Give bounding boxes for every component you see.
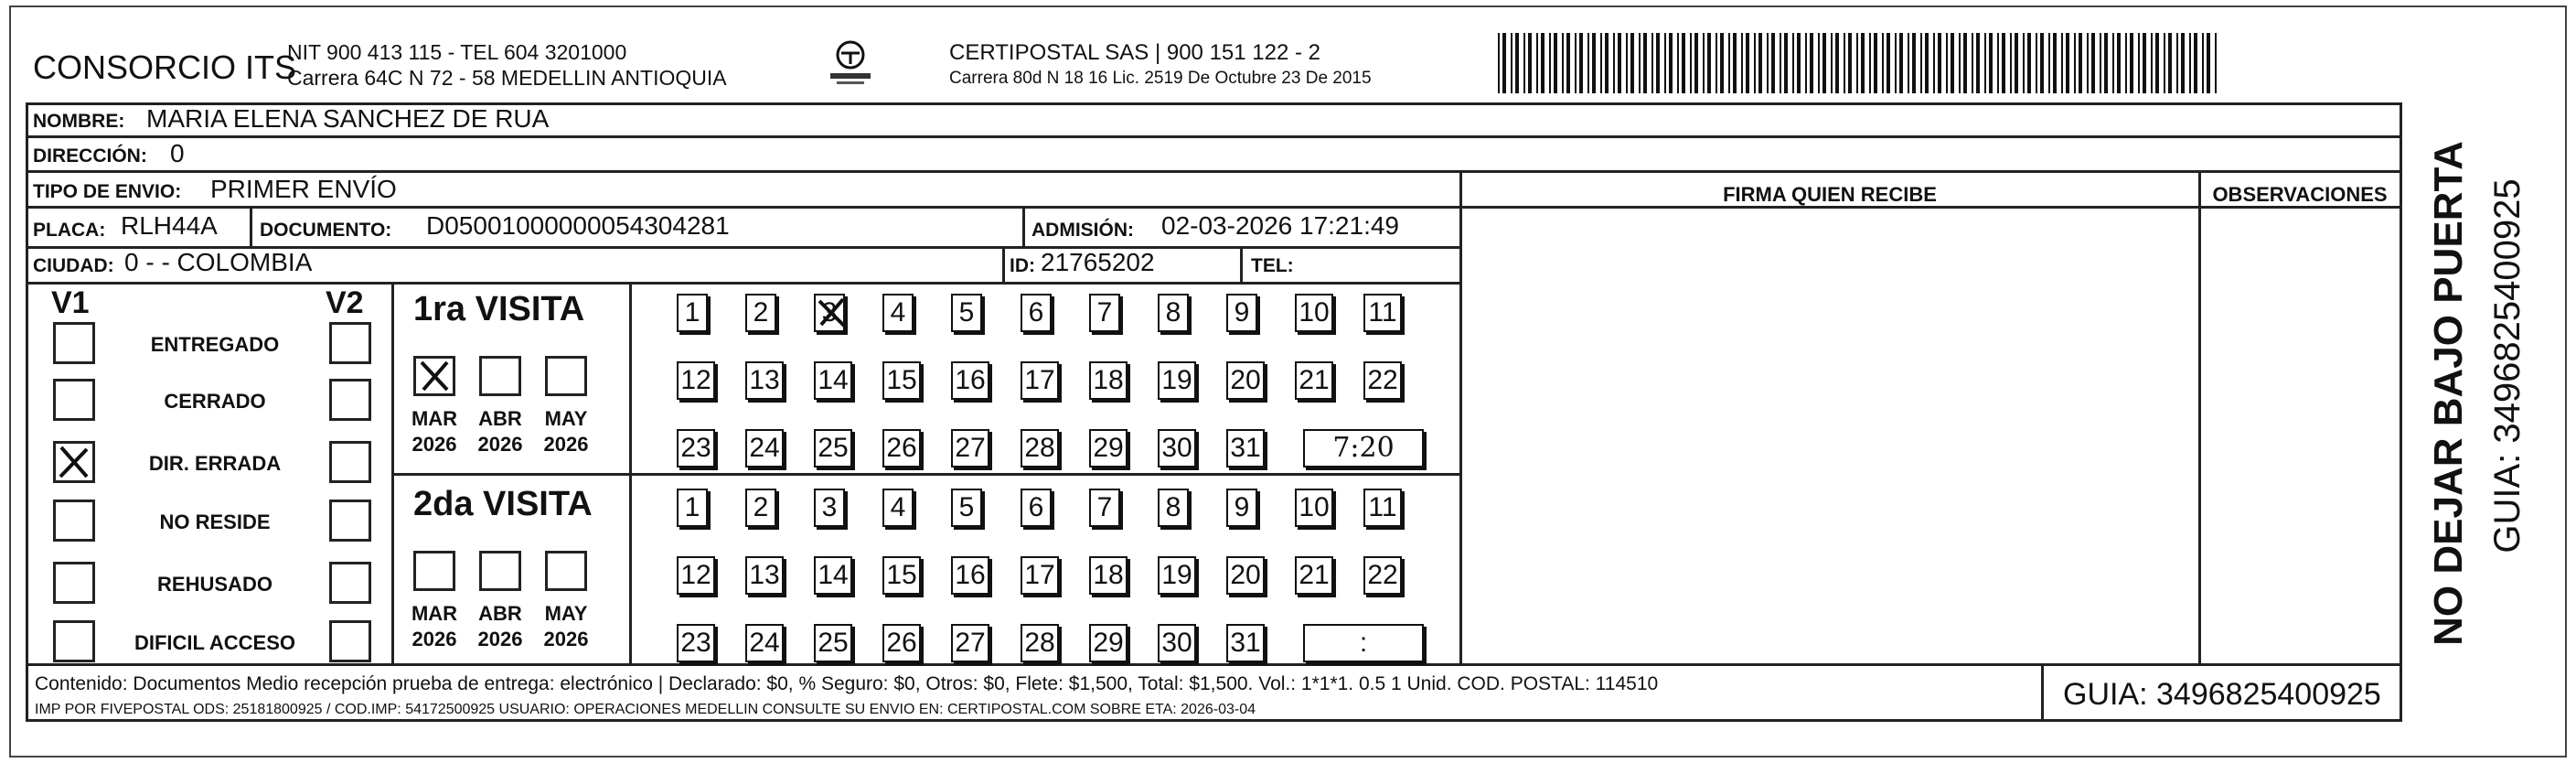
visit-split-line bbox=[391, 473, 1459, 476]
row-line-2 bbox=[26, 170, 2400, 173]
day-box[interactable] bbox=[745, 556, 784, 595]
day-box[interactable] bbox=[1021, 489, 1052, 527]
company-address: Carrera 64C N 72 - 58 MEDELLIN ANTIOQUIA bbox=[287, 66, 727, 90]
day-number: 2 bbox=[753, 297, 769, 328]
day-box[interactable] bbox=[951, 624, 989, 662]
day-box[interactable] bbox=[1363, 556, 1402, 595]
day-box[interactable] bbox=[882, 556, 921, 595]
v1-checkbox[interactable] bbox=[53, 379, 95, 421]
day-box[interactable] bbox=[1158, 556, 1196, 595]
year-label: 2026 bbox=[477, 628, 523, 650]
documento-value: D05001000000054304281 bbox=[426, 211, 730, 240]
day-number: 31 bbox=[1230, 433, 1261, 463]
status-label: DIFICIL ACCESO bbox=[134, 631, 295, 654]
year-label: 2026 bbox=[412, 628, 457, 650]
month-checkbox[interactable] bbox=[545, 551, 587, 591]
day-box[interactable] bbox=[745, 429, 784, 467]
day-number: 1 bbox=[684, 492, 700, 522]
admision-label: ADMISIÓN: bbox=[1031, 220, 1134, 241]
day-box[interactable] bbox=[1089, 361, 1128, 400]
v2-label: V2 bbox=[326, 285, 364, 320]
nombre-value: MARIA ELENA SANCHEZ DE RUA bbox=[146, 104, 550, 133]
day-box[interactable] bbox=[1089, 556, 1128, 595]
day-box[interactable] bbox=[882, 294, 914, 332]
v2-checkbox[interactable] bbox=[329, 562, 371, 604]
day-number: 12 bbox=[680, 560, 711, 590]
day-number: 29 bbox=[1093, 433, 1124, 463]
day-number: 11 bbox=[1368, 492, 1397, 522]
day-box[interactable] bbox=[1226, 429, 1265, 467]
day-number: 21 bbox=[1299, 560, 1330, 590]
v1-checkbox[interactable] bbox=[53, 441, 95, 483]
day-box[interactable] bbox=[1295, 556, 1333, 595]
day-box[interactable] bbox=[1363, 361, 1402, 400]
day-box[interactable] bbox=[677, 624, 715, 662]
day-number: 10 bbox=[1299, 492, 1330, 522]
nit-line: NIT 900 413 115 - TEL 604 3201000 bbox=[287, 40, 627, 64]
contenido-line: Contenido: Documentos Medio recepción prueba de entrega: electrónico | Declarado: $0, % Seguro: $0, Otros: $0, Flete: $1,500, Total: $1,500. Vol.: 1*1*1. 0.5 1 Unid. COD. POSTAL: 114510 bbox=[35, 673, 1659, 694]
day-number: 22 bbox=[1367, 560, 1398, 590]
day-number: 7 bbox=[1096, 297, 1113, 328]
day-number: 17 bbox=[1024, 365, 1055, 395]
ciudad-value: 0 - - COLOMBIA bbox=[124, 248, 313, 276]
day-box[interactable] bbox=[1021, 556, 1059, 595]
day-box[interactable] bbox=[1226, 556, 1265, 595]
day-number: 6 bbox=[1028, 492, 1044, 522]
day-number: 21 bbox=[1299, 365, 1330, 395]
day-number: 5 bbox=[958, 297, 975, 328]
day-box[interactable] bbox=[1158, 361, 1196, 400]
placa-label: PLACA: bbox=[33, 220, 106, 241]
v1-checkbox[interactable] bbox=[53, 500, 95, 542]
month-checkbox[interactable] bbox=[413, 551, 455, 591]
ciudad-label: CIUDAD: bbox=[33, 255, 114, 276]
status-label: DIR. ERRADA bbox=[148, 452, 282, 475]
certipostal-address: Carrera 80d N 18 16 Lic. 2519 De Octubre 23 De 2015 bbox=[949, 69, 1372, 88]
v1-checkbox[interactable] bbox=[53, 322, 95, 364]
day-box[interactable] bbox=[745, 489, 776, 527]
day-number: 26 bbox=[886, 628, 917, 658]
day-number: 8 bbox=[1165, 297, 1181, 328]
day-box[interactable] bbox=[677, 361, 715, 400]
company-name: CONSORCIO ITS bbox=[33, 48, 297, 86]
v2-checkbox[interactable] bbox=[329, 500, 371, 542]
day-box[interactable] bbox=[882, 624, 921, 662]
firma-quien-recibe-label: FIRMA QUIEN RECIBE bbox=[1723, 183, 1937, 206]
day-number: 28 bbox=[1024, 628, 1055, 658]
month-checkbox[interactable] bbox=[413, 356, 455, 396]
year-label: 2026 bbox=[543, 433, 589, 456]
day-number: 17 bbox=[1024, 560, 1055, 590]
day-number: 13 bbox=[749, 365, 780, 395]
day-box[interactable] bbox=[814, 294, 845, 332]
day-box[interactable] bbox=[1363, 489, 1402, 527]
row-line-1 bbox=[26, 135, 2400, 138]
day-box[interactable] bbox=[1226, 294, 1257, 332]
day-number: 27 bbox=[955, 433, 986, 463]
day-box[interactable] bbox=[677, 556, 715, 595]
time-field[interactable] bbox=[1303, 429, 1424, 467]
day-box[interactable] bbox=[1158, 624, 1196, 662]
month-label: MAY bbox=[544, 602, 588, 625]
day-box[interactable] bbox=[1226, 361, 1265, 400]
admision-divider bbox=[1022, 206, 1025, 246]
day-box[interactable] bbox=[1089, 489, 1120, 527]
day-number: 16 bbox=[955, 560, 986, 590]
day-number: 20 bbox=[1230, 365, 1261, 395]
v1-checkbox[interactable] bbox=[53, 562, 95, 604]
day-number: 14 bbox=[818, 365, 849, 395]
day-number: 4 bbox=[890, 492, 906, 522]
month-label: MAR bbox=[411, 602, 458, 625]
time-value: : bbox=[1359, 628, 1368, 658]
day-box[interactable] bbox=[745, 361, 784, 400]
tipo-envio-label: TIPO DE ENVIO: bbox=[33, 181, 182, 202]
row-line-3 bbox=[26, 206, 2400, 209]
time-value: 7:20 bbox=[1332, 432, 1395, 464]
admision-value: 02-03-2026 17:21:49 bbox=[1161, 211, 1399, 240]
day-box[interactable] bbox=[1295, 489, 1333, 527]
day-number: 24 bbox=[749, 433, 780, 463]
day-box[interactable] bbox=[1089, 294, 1120, 332]
month-label: MAY bbox=[544, 407, 588, 430]
day-box[interactable] bbox=[814, 556, 852, 595]
v2-checkbox[interactable] bbox=[329, 322, 371, 364]
no-dejar-bajo-puerta: NO DEJAR BAJO PUERTA bbox=[2426, 141, 2471, 646]
observaciones-label: OBSERVACIONES bbox=[2212, 183, 2388, 206]
id-label: ID: bbox=[1010, 255, 1035, 276]
day-number: 8 bbox=[1165, 492, 1181, 522]
day-number: 5 bbox=[958, 492, 975, 522]
day-number: 19 bbox=[1161, 560, 1192, 590]
footer-guia-divider bbox=[2041, 663, 2044, 719]
day-number: 27 bbox=[955, 628, 986, 658]
placa-value: RLH44A bbox=[121, 211, 218, 240]
day-box[interactable] bbox=[677, 429, 715, 467]
day-mark-icon bbox=[816, 296, 852, 343]
day-box[interactable] bbox=[882, 429, 921, 467]
day-box[interactable] bbox=[814, 624, 852, 662]
day-box[interactable] bbox=[951, 294, 982, 332]
documento-label: DOCUMENTO: bbox=[260, 220, 392, 241]
time-field[interactable] bbox=[1303, 624, 1424, 662]
year-label: 2026 bbox=[477, 433, 523, 456]
day-box[interactable] bbox=[814, 361, 852, 400]
month-checkbox[interactable] bbox=[545, 356, 587, 396]
day-number: 25 bbox=[818, 628, 849, 658]
v2-checkbox[interactable] bbox=[329, 441, 371, 483]
day-box[interactable] bbox=[1295, 294, 1333, 332]
nombre-label: NOMBRE: bbox=[33, 111, 125, 132]
day-box[interactable] bbox=[814, 489, 845, 527]
day-box[interactable] bbox=[745, 294, 776, 332]
day-box[interactable] bbox=[814, 429, 852, 467]
tel-divider bbox=[1240, 246, 1243, 282]
day-box[interactable] bbox=[1021, 294, 1052, 332]
v1-checkbox[interactable] bbox=[53, 620, 95, 662]
day-number: 10 bbox=[1299, 297, 1330, 328]
month-checkbox[interactable] bbox=[479, 356, 521, 396]
day-number: 15 bbox=[886, 365, 917, 395]
day-number: 7 bbox=[1096, 492, 1113, 522]
form-right-line bbox=[2400, 102, 2402, 722]
imp-line: IMP POR FIVEPOSTAL ODS: 25181800925 / COD.IMP: 54172500925 USUARIO: OPERACIONES MEDELLIN CONSULTE SU ENVIO EN: CERTIPOSTAL.COM SOBRE ETA: 2026-03-04 bbox=[35, 702, 1256, 717]
day-number: 9 bbox=[1234, 297, 1250, 328]
status-label: NO RESIDE bbox=[159, 510, 271, 533]
day-number: 19 bbox=[1161, 365, 1192, 395]
day-number: 18 bbox=[1093, 560, 1124, 590]
day-box[interactable] bbox=[882, 489, 914, 527]
day-number: 11 bbox=[1368, 297, 1397, 328]
day-number: 6 bbox=[1028, 297, 1044, 328]
status-label: REHUSADO bbox=[157, 573, 273, 596]
day-number: 26 bbox=[886, 433, 917, 463]
day-box[interactable] bbox=[745, 624, 784, 662]
day-box[interactable] bbox=[1021, 624, 1059, 662]
direccion-value: 0 bbox=[170, 139, 185, 167]
certipostal-line: CERTIPOSTAL SAS | 900 151 122 - 2 bbox=[949, 40, 1320, 65]
day-number: 20 bbox=[1230, 560, 1261, 590]
day-number: 22 bbox=[1367, 365, 1398, 395]
day-box[interactable] bbox=[951, 489, 982, 527]
day-box[interactable] bbox=[677, 294, 708, 332]
day-number: 31 bbox=[1230, 628, 1261, 658]
barcode bbox=[1498, 33, 2220, 93]
day-number: 1 bbox=[684, 297, 700, 328]
day-box[interactable] bbox=[1158, 294, 1189, 332]
day-number: 13 bbox=[749, 560, 780, 590]
day-number: 30 bbox=[1161, 628, 1192, 658]
footer-guia: GUIA: 3496825400925 bbox=[2063, 677, 2381, 712]
day-box[interactable] bbox=[882, 361, 921, 400]
form-bottom-line bbox=[26, 719, 2402, 722]
day-box[interactable] bbox=[951, 429, 989, 467]
day-box[interactable] bbox=[1158, 429, 1196, 467]
day-box[interactable] bbox=[1226, 489, 1257, 527]
day-number: 24 bbox=[749, 628, 780, 658]
guia-vertical: GUIA: 3496825400925 bbox=[2487, 178, 2528, 553]
day-number: 28 bbox=[1024, 433, 1055, 463]
day-number: 29 bbox=[1093, 628, 1124, 658]
placa-divider bbox=[250, 206, 252, 246]
status-label: CERRADO bbox=[164, 390, 266, 413]
form-left-line bbox=[26, 102, 28, 722]
day-number: 3 bbox=[821, 297, 838, 328]
visit-title: 2da VISITA bbox=[413, 485, 593, 523]
day-number: 15 bbox=[886, 560, 917, 590]
day-box[interactable] bbox=[1158, 489, 1189, 527]
day-number: 30 bbox=[1161, 433, 1192, 463]
visit-title: 1ra VISITA bbox=[413, 290, 585, 328]
v2-checkbox[interactable] bbox=[329, 620, 371, 662]
id-value: 21765202 bbox=[1041, 248, 1155, 276]
firma-left-line bbox=[1459, 170, 1462, 663]
month-label: MAR bbox=[411, 407, 458, 430]
month-label: ABR bbox=[478, 407, 522, 430]
v1-label: V1 bbox=[51, 285, 90, 320]
tipo-envio-value: PRIMER ENVÍO bbox=[210, 175, 397, 203]
day-number: 18 bbox=[1093, 365, 1124, 395]
status-label: ENTREGADO bbox=[150, 333, 280, 356]
certipostal-logo bbox=[828, 38, 873, 88]
day-number: 23 bbox=[680, 433, 711, 463]
month-label: ABR bbox=[478, 602, 522, 625]
v2-checkbox[interactable] bbox=[329, 379, 371, 421]
day-box[interactable] bbox=[677, 489, 708, 527]
day-number: 14 bbox=[818, 560, 849, 590]
day-box[interactable] bbox=[951, 361, 989, 400]
year-label: 2026 bbox=[412, 433, 457, 456]
day-number: 4 bbox=[890, 297, 906, 328]
day-box[interactable] bbox=[951, 556, 989, 595]
day-number: 3 bbox=[821, 492, 838, 522]
day-box[interactable] bbox=[1021, 429, 1059, 467]
day-number: 2 bbox=[753, 492, 769, 522]
year-label: 2026 bbox=[543, 628, 589, 650]
observaciones-left-line bbox=[2198, 170, 2201, 663]
day-number: 9 bbox=[1234, 492, 1250, 522]
day-box[interactable] bbox=[1226, 624, 1265, 662]
day-number: 16 bbox=[955, 365, 986, 395]
id-divider bbox=[1002, 246, 1005, 282]
day-box[interactable] bbox=[1089, 429, 1128, 467]
month-checkbox[interactable] bbox=[479, 551, 521, 591]
tel-label: TEL: bbox=[1251, 255, 1294, 276]
day-number: 12 bbox=[680, 365, 711, 395]
day-box[interactable] bbox=[1295, 361, 1333, 400]
day-box[interactable] bbox=[1021, 361, 1059, 400]
day-number: 23 bbox=[680, 628, 711, 658]
day-box[interactable] bbox=[1363, 294, 1402, 332]
direccion-label: DIRECCIÓN: bbox=[33, 145, 147, 167]
row-line-5 bbox=[26, 282, 1459, 285]
day-number: 25 bbox=[818, 433, 849, 463]
day-box[interactable] bbox=[1089, 624, 1128, 662]
